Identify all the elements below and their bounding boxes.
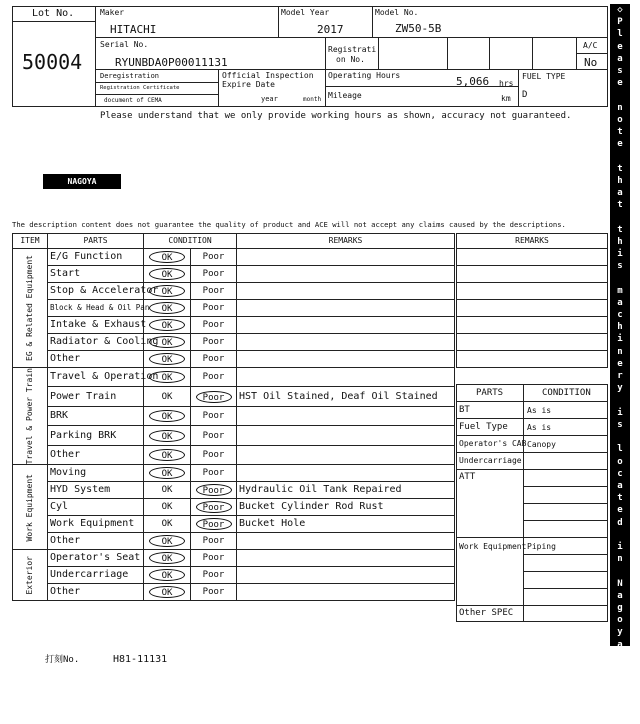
table-row (13, 567, 455, 584)
remark-cell (237, 283, 455, 300)
part-name: Moving (48, 465, 144, 482)
ok-option: OK (149, 336, 185, 348)
lot-label: Lot No. (32, 8, 75, 19)
lot-value: 50004 (22, 50, 83, 74)
poor-option: Poor (202, 286, 225, 296)
ac-label: A/C (583, 41, 598, 50)
serial-value: RYUNBDA0P00011131 (115, 56, 228, 69)
table-row (13, 445, 455, 465)
nagoya-yard-sidebar: ◇ P l e a s e n o t e t h a t t h i s m a c h i n e r y i s l o c a t e d i n N a g o y a Y a r d ◇ (610, 4, 630, 646)
group-label: Travel & Power Train (25, 368, 34, 465)
remark-cell (237, 317, 455, 334)
remark-cell: Hydraulic Oil Tank Repaired (237, 482, 455, 499)
part-name: Radiator & Cooling (48, 334, 144, 351)
location-badge: NAGOYA (43, 174, 121, 189)
ok-option: OK (149, 410, 185, 422)
part-name: Cyl (48, 499, 144, 516)
cab-value: Canopy (527, 440, 556, 449)
stamp-label: 打刻No. (45, 655, 80, 665)
part-name: Undercarriage (48, 567, 144, 584)
table-row (457, 317, 608, 334)
poor-option: Poor (196, 391, 232, 403)
part-name: BRK (48, 406, 144, 425)
table-row (13, 482, 455, 499)
ok-option: OK (149, 586, 185, 598)
maker-label: Maker (100, 8, 125, 17)
bt-label: BT (459, 405, 470, 415)
year-label: year (261, 95, 278, 103)
table-row (13, 533, 455, 550)
remark-cell (237, 300, 455, 317)
right-remarks-table (456, 233, 608, 368)
remark-cell: Bucket Hole (237, 516, 455, 533)
part-name: Operator's Seat (48, 550, 144, 567)
right-parts-header: PARTS (476, 388, 504, 398)
poor-option: Poor (202, 303, 225, 313)
table-row (457, 249, 608, 266)
table-row (13, 584, 455, 601)
part-name: Other (48, 584, 144, 601)
remark-cell (237, 550, 455, 567)
disclaimer: The description content does not guarantee the quality of product and ACE will not accept any claims caused by the descriptions. (12, 220, 566, 229)
serial-label: Serial No. (100, 40, 149, 49)
remark-cell (237, 445, 455, 465)
ok-option: OK (149, 302, 185, 314)
fuel-type-label: FUEL TYPE (522, 72, 566, 81)
table-row (13, 266, 455, 283)
poor-option: Poor (202, 269, 225, 279)
right-condition-header: CONDITION (542, 388, 591, 398)
model-year-label: Model Year (281, 8, 330, 17)
parts-header: PARTS (48, 234, 144, 249)
model-no-value: ZW50-5B (395, 22, 442, 35)
dereg-label: Deregistration (100, 72, 160, 80)
remark-cell (237, 351, 455, 368)
part-name: Intake & Exhaust (48, 317, 144, 334)
hours-label: Operating Hours (328, 71, 401, 80)
ok-option: OK (161, 485, 173, 496)
inspection-label-1: Official Inspection (222, 71, 314, 80)
mileage-label: Mileage (328, 91, 362, 100)
ok-option: OK (161, 502, 173, 513)
cema-label: document of CEMA (104, 97, 162, 104)
poor-option: Poor (196, 484, 232, 496)
remark-cell (237, 567, 455, 584)
hours-value: 5,066 (456, 75, 490, 88)
table-row (13, 426, 455, 445)
table-row (457, 300, 608, 317)
part-name: E/G Function (48, 249, 144, 266)
part-name: Start (48, 266, 144, 283)
poor-option: Poor (202, 320, 225, 330)
registration-label-2: on No. (336, 55, 365, 64)
part-name: Stop & Accelerator (48, 283, 144, 300)
remark-cell (237, 266, 455, 283)
group-label: Work Equipment (25, 473, 34, 542)
remark-cell (237, 533, 455, 550)
undercarriage-label: Undercarriage (459, 456, 522, 465)
poor-option: Poor (202, 536, 225, 547)
part-name: Parking BRK (48, 426, 144, 445)
ok-option: OK (149, 371, 185, 383)
month-label: month (303, 96, 322, 103)
table-row (13, 351, 455, 368)
ok-option: OK (149, 569, 185, 581)
table-row (457, 351, 608, 368)
poor-option: Poor (202, 337, 225, 347)
bt-value: As is (527, 406, 552, 415)
att-label: ATT (459, 472, 476, 482)
remark-cell (237, 465, 455, 482)
table-row (13, 368, 455, 387)
table-row (13, 283, 455, 300)
ok-option: OK (149, 535, 185, 547)
table-row (13, 516, 455, 533)
hours-note: Please understand that we only provide working hours as shown, accuracy not guaranteed. (100, 111, 572, 121)
poor-option: Poor (202, 372, 225, 383)
part-name: Work Equipment (48, 516, 144, 533)
part-name: HYD System (48, 482, 144, 499)
remark-cell (237, 406, 455, 425)
km-unit: km (501, 94, 511, 103)
table-row (13, 387, 455, 406)
remark-cell: HST Oil Stained, Deaf Oil Stained (237, 387, 455, 406)
table-row (457, 283, 608, 300)
ok-option: OK (149, 552, 185, 564)
group-label: EG & Related Equipment (25, 255, 34, 361)
model-no-label: Model No. (375, 8, 419, 17)
ok-option: OK (149, 251, 185, 263)
poor-option: Poor (196, 518, 232, 530)
remark-cell: Bucket Cylinder Rod Rust (237, 499, 455, 516)
part-name: Other (48, 445, 144, 465)
poor-option: Poor (196, 501, 232, 513)
part-name: Travel & Operation (48, 368, 144, 387)
table-row (13, 550, 455, 567)
remark-cell (237, 249, 455, 266)
model-year-value: 2017 (317, 23, 344, 36)
condition-table (12, 233, 455, 601)
registration-label-1: Registrati (328, 45, 377, 54)
part-name: Other (48, 533, 144, 550)
table-row (13, 300, 455, 317)
remark-cell (237, 334, 455, 351)
table-row (13, 334, 455, 351)
inspection-label-2: Expire Date (222, 80, 275, 89)
ok-option: OK (149, 467, 185, 479)
table-row (13, 465, 455, 482)
poor-option: Poor (202, 468, 225, 479)
remark-cell (237, 584, 455, 601)
poor-option: Poor (202, 553, 225, 564)
stamp-value: H81-11131 (113, 654, 168, 665)
work-equipment-label: Work Equipment (459, 542, 527, 551)
fuel-label: Fuel Type (459, 422, 508, 432)
poor-option: Poor (202, 252, 225, 262)
poor-option: Poor (202, 450, 225, 461)
right-remarks-header: REMARKS (457, 234, 608, 249)
remark-cell (237, 426, 455, 445)
ok-option: OK (149, 449, 185, 461)
maker-value: HITACHI (110, 23, 157, 36)
ok-option: OK (149, 319, 185, 331)
table-row (13, 499, 455, 516)
part-name: Other (48, 351, 144, 368)
item-header: ITEM (13, 234, 48, 249)
table-row (13, 317, 455, 334)
hrs-unit: hrs (499, 79, 514, 88)
part-name: Block & Head & Oil Pan (48, 300, 144, 317)
fuel-type-value: D (522, 90, 528, 100)
ok-option: OK (149, 268, 185, 280)
ok-option: OK (149, 430, 185, 442)
table-row (13, 249, 455, 266)
poor-option: Poor (202, 354, 225, 364)
poor-option: Poor (202, 587, 225, 598)
table-row (457, 334, 608, 351)
table-row (13, 406, 455, 425)
fuel-value: As is (527, 423, 552, 432)
table-row (457, 266, 608, 283)
poor-option: Poor (202, 570, 225, 581)
poor-option: Poor (202, 411, 225, 422)
ac-value: No (584, 56, 598, 69)
ok-option: OK (149, 285, 185, 297)
part-name: Power Train (48, 387, 144, 406)
cab-label: Operator's CAB (459, 439, 527, 448)
poor-option: Poor (202, 430, 225, 441)
work-equipment-value: Piping (527, 542, 556, 551)
ok-option: OK (161, 391, 173, 402)
remarks-header: REMARKS (237, 234, 455, 249)
reg-cert-label: Registration Certificate (100, 85, 180, 91)
condition-header: CONDITION (144, 234, 237, 249)
group-label: Exterior (25, 556, 34, 595)
ok-option: OK (149, 353, 185, 365)
ok-option: OK (161, 519, 173, 530)
remark-cell (237, 368, 455, 387)
other-spec-label: Other SPEC (459, 608, 514, 618)
